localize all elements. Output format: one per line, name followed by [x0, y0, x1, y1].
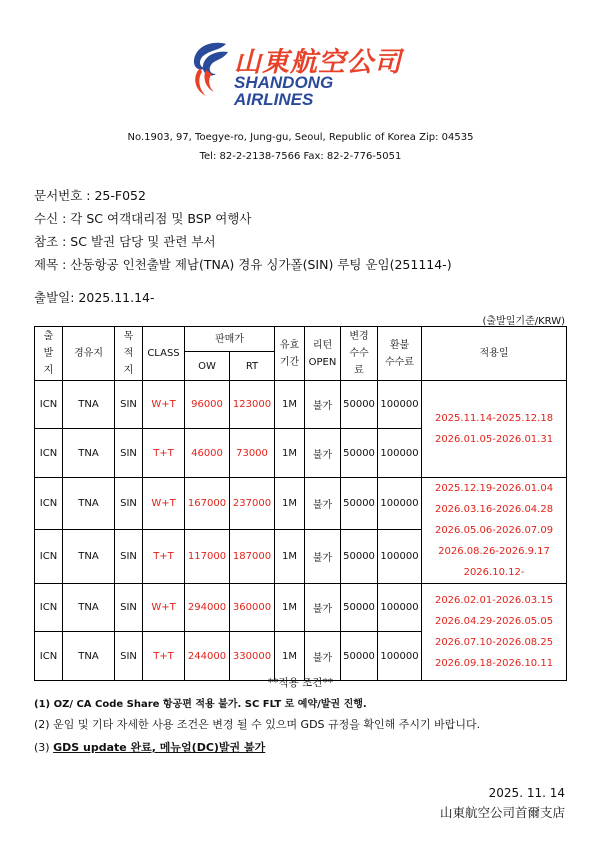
conditions-title: **적용 조건**: [268, 677, 333, 689]
cell-change-fee: 50000: [341, 381, 378, 429]
cell-destination: SIN: [115, 429, 143, 478]
cell-return-open: 불가: [305, 584, 341, 632]
cell-apply-dates-group-1: 2025.11.14-2025.12.18 2026.01.05-2026.01.31: [422, 381, 567, 478]
logo-en-line1: SHANDONG: [234, 73, 334, 92]
cell-ow: 244000: [185, 632, 230, 681]
cell-refund-fee: 100000: [378, 381, 422, 429]
cell-origin: ICN: [35, 381, 63, 429]
condition-3-bold: GDS update 완료, 메뉴얼(DC)발권 불가: [53, 741, 266, 754]
header-validity: 유효 기간: [275, 327, 305, 381]
cell-ow: 294000: [185, 584, 230, 632]
cell-change-fee: 50000: [341, 632, 378, 681]
cell-refund-fee: 100000: [378, 530, 422, 584]
cell-ow: 96000: [185, 381, 230, 429]
condition-3-prefix: (3): [34, 741, 54, 754]
cell-origin: ICN: [35, 429, 63, 478]
cell-rt: 360000: [230, 584, 275, 632]
cell-refund-fee: 100000: [378, 429, 422, 478]
address-line: No.1903, 97, Toegye-ro, Jung-gu, Seoul, Republic of Korea Zip: 04535: [127, 132, 474, 143]
cell-validity: 1M: [275, 584, 305, 632]
document-info: [34, 187, 452, 279]
cell-ow: 117000: [185, 530, 230, 584]
cell-class: T+T: [143, 530, 185, 584]
contact-line: Tel: 82-2-2138-7566 Fax: 82-2-776-5051: [199, 151, 402, 162]
logo-english-name: [234, 74, 333, 108]
cell-origin: ICN: [35, 478, 63, 530]
cell-refund-fee: 100000: [378, 584, 422, 632]
table-row: [35, 381, 567, 429]
cell-destination: SIN: [115, 632, 143, 681]
cell-validity: 1M: [275, 478, 305, 530]
cell-rt: 237000: [230, 478, 275, 530]
logo-en-line2: AIRLINES: [234, 90, 314, 109]
logo-chinese-name: 山東航空公司: [234, 47, 402, 78]
reference: 참조 : SC 발권 담당 및 관련 부서: [34, 234, 216, 249]
condition-3: [34, 739, 265, 755]
condition-2: (2) 운임 및 기타 자세한 사용 조건은 변경 될 수 있으며 GDS 규정을 확인해 주시기 바랍니다.: [34, 718, 481, 731]
cell-origin: ICN: [35, 632, 63, 681]
cell-class: W+T: [143, 381, 185, 429]
cell-change-fee: 50000: [341, 584, 378, 632]
doc-number: 문서번호 : 25-F052: [34, 188, 146, 203]
cell-origin: ICN: [35, 584, 63, 632]
table-row: [35, 584, 567, 632]
departure-date: 출발일: 2025.11.14-: [34, 290, 155, 305]
fare-table-header: [35, 327, 567, 381]
cell-class: W+T: [143, 584, 185, 632]
cell-destination: SIN: [115, 381, 143, 429]
header-change-fee: 변경 수수 료: [341, 327, 378, 381]
currency-basis-note: (출발일기준/KRW): [482, 316, 565, 327]
fare-table: [34, 326, 567, 681]
cell-via: TNA: [63, 429, 115, 478]
header-refund-fee: 환불 수수료: [378, 327, 422, 381]
cell-destination: SIN: [115, 584, 143, 632]
header-destination: 목 적 지: [115, 327, 143, 381]
cell-rt: 187000: [230, 530, 275, 584]
cell-apply-dates-group-2: 2025.12.19-2026.01.04 2026.03.16-2026.04.28 2026.05.06-2026.07.09 2026.08.26-2026.9.17 2026.10.12-: [422, 478, 567, 584]
cell-ow: 167000: [185, 478, 230, 530]
swirl-emblem-icon: [182, 38, 232, 98]
cell-validity: 1M: [275, 530, 305, 584]
header-apply-dates: 적용일: [422, 327, 567, 381]
cell-class: T+T: [143, 429, 185, 478]
header-via: 경유지: [63, 327, 115, 381]
cell-apply-dates-group-3: 2026.02.01-2026.03.15 2026.04.29-2026.05.05 2026.07.10-2026.08.25 2026.09.18-2026.10.11: [422, 584, 567, 681]
cell-via: TNA: [63, 584, 115, 632]
cell-change-fee: 50000: [341, 478, 378, 530]
cell-change-fee: 50000: [341, 429, 378, 478]
letterhead-address: [0, 128, 601, 166]
cell-via: TNA: [63, 530, 115, 584]
subject: 제목 : 산동항공 인천출발 제남(TNA) 경유 싱가폴(SIN) 루팅 운임(251114-): [34, 257, 452, 272]
cell-destination: SIN: [115, 530, 143, 584]
cell-validity: 1M: [275, 632, 305, 681]
cell-class: W+T: [143, 478, 185, 530]
cell-return-open: 불가: [305, 429, 341, 478]
cell-return-open: 불가: [305, 478, 341, 530]
cell-ow: 46000: [185, 429, 230, 478]
header-class: CLASS: [143, 327, 185, 381]
header-origin: 출 발 지: [35, 327, 63, 381]
header-rt: RT: [230, 352, 275, 381]
cell-via: TNA: [63, 632, 115, 681]
cell-via: TNA: [63, 381, 115, 429]
table-row: [35, 478, 567, 530]
shandong-airlines-logo: [182, 38, 412, 108]
header-return-open: 리턴 OPEN: [305, 327, 341, 381]
recipient: 수신 : 각 SC 여객대리점 및 BSP 여행사: [34, 211, 252, 226]
cell-destination: SIN: [115, 478, 143, 530]
cell-refund-fee: 100000: [378, 478, 422, 530]
header-ow: OW: [185, 352, 230, 381]
cell-rt: 330000: [230, 632, 275, 681]
condition-1: (1) OZ/ CA Code Share 항공편 적용 불가. SC FLT 로 예약/발권 진행.: [34, 699, 367, 710]
cell-return-open: 불가: [305, 530, 341, 584]
header-price: 판매가: [185, 327, 275, 352]
cell-origin: ICN: [35, 530, 63, 584]
cell-rt: 73000: [230, 429, 275, 478]
cell-validity: 1M: [275, 429, 305, 478]
cell-class: T+T: [143, 632, 185, 681]
issue-date: 2025. 11. 14: [488, 786, 565, 800]
cell-change-fee: 50000: [341, 530, 378, 584]
cell-rt: 123000: [230, 381, 275, 429]
cell-refund-fee: 100000: [378, 632, 422, 681]
cell-return-open: 불가: [305, 632, 341, 681]
issuer-signature: 山東航空公司首爾支店: [439, 805, 565, 820]
fare-table-body: [35, 381, 567, 681]
cell-via: TNA: [63, 478, 115, 530]
cell-return-open: 불가: [305, 381, 341, 429]
cell-validity: 1M: [275, 381, 305, 429]
